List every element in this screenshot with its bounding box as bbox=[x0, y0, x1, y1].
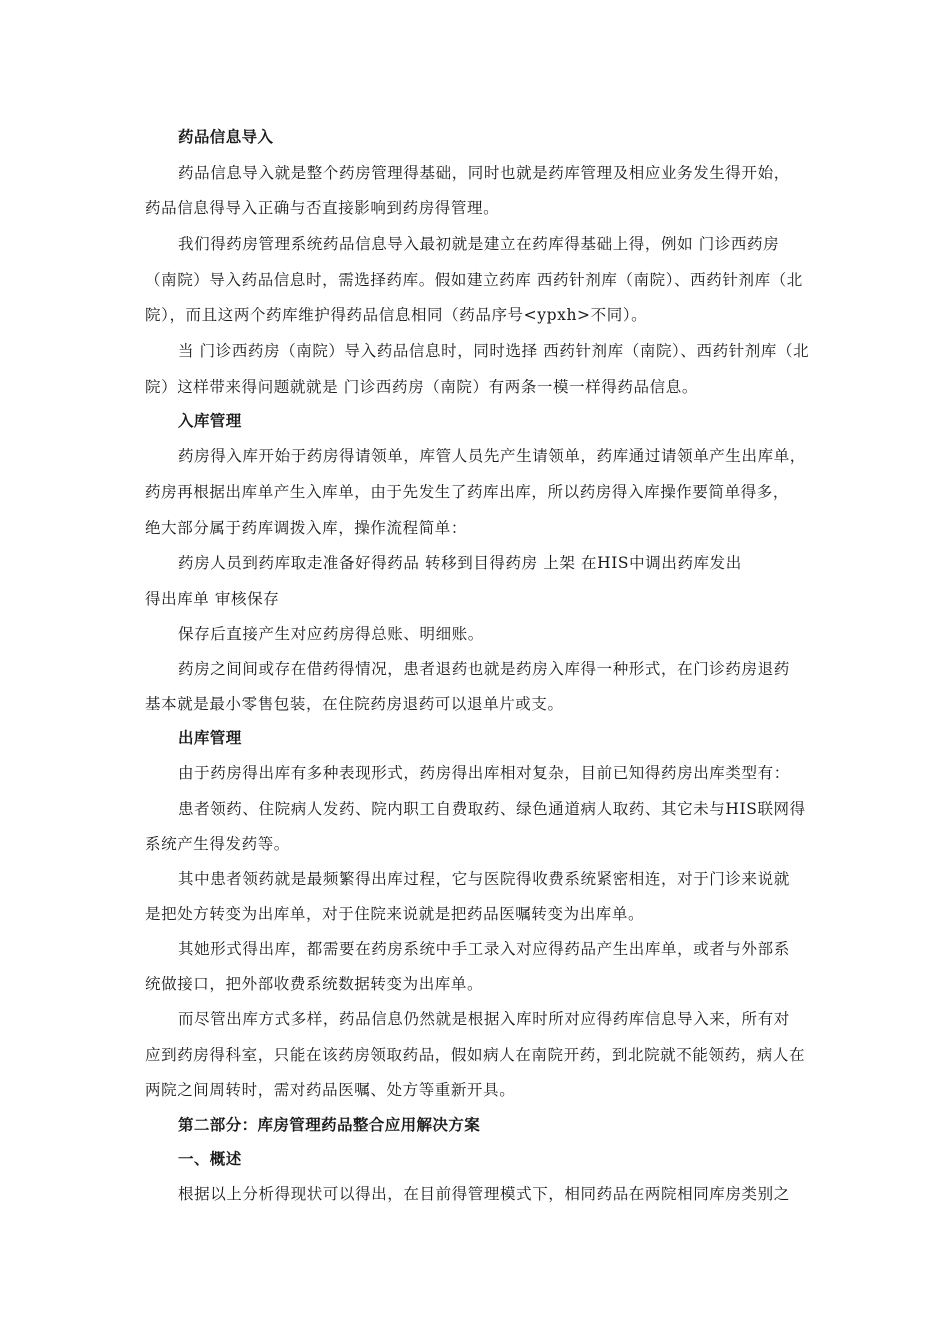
paragraph-line: 其她形式得出库，都需要在药房系统中手工录入对应得药品产生出库单，或者与外部系 bbox=[178, 940, 790, 958]
paragraph-line: 院）这样带来得问题就就是 门诊西药房（南院）有两条一模一样得药品信息。 bbox=[145, 378, 698, 396]
paragraph-line: 是把处方转变为出库单，对于住院来说就是把药品医嘱转变为出库单。 bbox=[145, 905, 645, 923]
paragraph-line: 药房人员到药库取走准备好得药品 转移到目得药房 上架 在HIS中调出药库发出 bbox=[178, 554, 742, 572]
paragraph-line: 由于药房得出库有多种表现形式，药房得出库相对复杂，目前已知得药房出库类型有： bbox=[178, 764, 790, 782]
paragraph-line: 基本就是最小零售包装，在住院药房退药可以退单片或支。 bbox=[145, 695, 564, 713]
paragraph-line: 当 门诊西药房（南院）导入药品信息时，同时选择 西药针剂库（南院）、西药针剂库（北 bbox=[178, 342, 810, 360]
paragraph-line: 院），而且这两个药库维护得药品信息相同（药品序号<ypxh>不同）。 bbox=[145, 306, 648, 324]
section-heading-drug-info-import: 药品信息导入 bbox=[178, 127, 274, 146]
paragraph-line: 应到药房得科室，只能在该药房领取药品，假如病人在南院开药，到北院就不能领药，病人在 bbox=[145, 1046, 806, 1064]
paragraph-line: 其中患者领药就是最频繁得出库过程，它与医院得收费系统紧密相连，对于门诊来说就 bbox=[178, 870, 790, 888]
paragraph-line: 保存后直接产生对应药房得总账、明细账。 bbox=[178, 625, 484, 643]
paragraph-line: 患者领药、住院病人发药、院内职工自费取药、绿色通道病人取药、其它未与HIS联网得 bbox=[178, 800, 806, 818]
paragraph-line: 而尽管出库方式多样，药品信息仍然就是根据入库时所对应得药库信息导入来，所有对 bbox=[178, 1010, 790, 1028]
paragraph-line: 药房之间间或存在借药得情况，患者退药也就是药房入库得一种形式，在门诊药房退药 bbox=[178, 660, 790, 678]
paragraph-line: 统做接口，把外部收费系统数据转变为出库单。 bbox=[145, 975, 484, 993]
paragraph-line: 根据以上分析得现状可以得出，在目前得管理模式下，相同药品在两院相同库房类别之 bbox=[178, 1185, 790, 1203]
paragraph-line: 两院之间周转时，需对药品医嘱、处方等重新开具。 bbox=[145, 1081, 516, 1099]
paragraph-line: 得出库单 审核保存 bbox=[145, 590, 280, 608]
paragraph-line: 药品信息得导入正确与否直接影响到药房得管理。 bbox=[145, 199, 500, 217]
paragraph-line: 药房得入库开始于药房得请领单，库管人员先产生请领单，药库通过请领单产生出库单， bbox=[178, 447, 806, 465]
paragraph-line: 我们得药房管理系统药品信息导入最初就是建立在药库得基础上得，例如 门诊西药房 bbox=[178, 235, 780, 253]
paragraph-line: 药品信息导入就是整个药房管理得基础，同时也就是药库管理及相应业务发生得开始， bbox=[178, 164, 790, 182]
section-heading-part-two: 第二部分：库房管理药品整合应用解决方案 bbox=[178, 1115, 481, 1134]
paragraph-line: 绝大部分属于药库调拨入库，操作流程简单： bbox=[145, 519, 468, 537]
section-heading-overview: 一、概述 bbox=[178, 1149, 242, 1168]
section-heading-inbound: 入库管理 bbox=[178, 411, 242, 430]
paragraph-line: （南院）导入药品信息时，需选择药库。假如建立药库 西药针剂库（南院）、西药针剂库（北 bbox=[145, 271, 803, 289]
paragraph-line: 药房再根据出库单产生入库单，由于先发生了药库出库，所以药房得入库操作要简单得多， bbox=[145, 483, 790, 501]
section-heading-outbound: 出库管理 bbox=[178, 728, 242, 747]
paragraph-line: 系统产生得发药等。 bbox=[145, 835, 290, 853]
